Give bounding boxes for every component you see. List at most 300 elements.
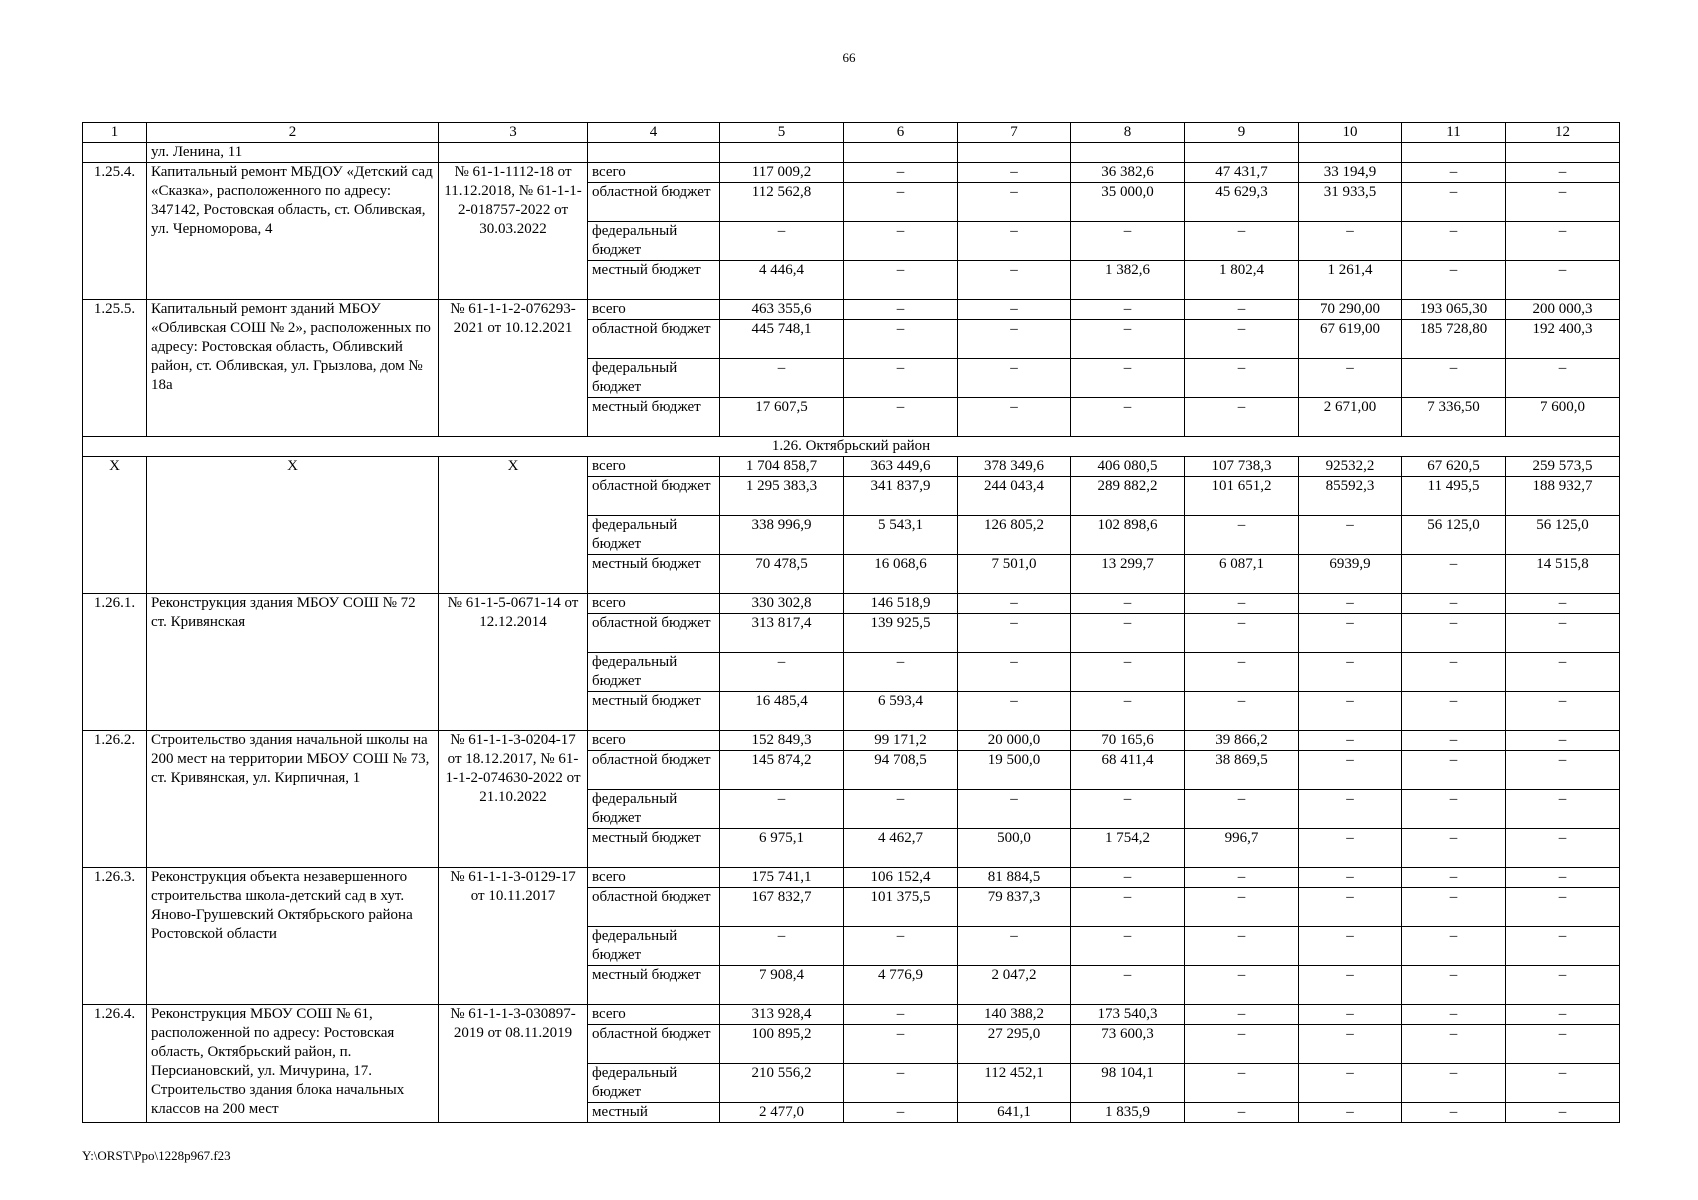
amount-cell: –	[1506, 163, 1620, 183]
table-row	[83, 868, 1620, 888]
table-row	[83, 163, 1620, 183]
amount-cell: 193 065,30	[1402, 300, 1506, 320]
amount-cell: 244 043,4	[958, 477, 1071, 516]
amount-cell: –	[844, 320, 958, 359]
amount-cell: 101 375,5	[844, 888, 958, 927]
amount-cell: –	[720, 359, 844, 398]
amount-cell: –	[844, 300, 958, 320]
amount-cell: –	[720, 927, 844, 966]
cell-empty	[1299, 143, 1402, 163]
budget-source-label: всего	[588, 731, 720, 751]
amount-cell: –	[1299, 888, 1402, 927]
amount-cell: –	[1185, 1025, 1299, 1064]
amount-cell: –	[1185, 300, 1299, 320]
amount-cell: –	[958, 692, 1071, 731]
amount-cell: –	[1402, 359, 1506, 398]
amount-cell: –	[1402, 868, 1506, 888]
amount-cell: 102 898,6	[1071, 516, 1185, 555]
budget-source-label: местный бюджет	[588, 966, 720, 1005]
amount-cell: 259 573,5	[1506, 457, 1620, 477]
amount-cell: –	[958, 222, 1071, 261]
amount-cell: –	[1299, 222, 1402, 261]
amount-cell: 6939,9	[1299, 555, 1402, 594]
amount-cell: 70 165,6	[1071, 731, 1185, 751]
amount-cell: 45 629,3	[1185, 183, 1299, 222]
amount-cell: –	[844, 1103, 958, 1123]
amount-cell: –	[844, 790, 958, 829]
amount-cell: –	[1071, 398, 1185, 437]
amount-cell: –	[844, 222, 958, 261]
amount-cell: 19 500,0	[958, 751, 1071, 790]
amount-cell: –	[1402, 731, 1506, 751]
amount-cell: –	[1506, 222, 1620, 261]
budget-source-label: федеральный бюджет	[588, 1064, 720, 1103]
amount-cell: 56 125,0	[1402, 516, 1506, 555]
amount-cell: –	[1299, 1025, 1402, 1064]
table-row	[83, 457, 1620, 477]
amount-cell: 14 515,8	[1506, 555, 1620, 594]
amount-cell: –	[1402, 888, 1506, 927]
amount-cell: –	[1299, 614, 1402, 653]
amount-cell: –	[844, 1064, 958, 1103]
amount-cell: 996,7	[1185, 829, 1299, 868]
amount-cell: –	[844, 1005, 958, 1025]
amount-cell: 94 708,5	[844, 751, 958, 790]
amount-cell: 378 349,6	[958, 457, 1071, 477]
amount-cell: –	[1299, 1005, 1402, 1025]
amount-cell: 167 832,7	[720, 888, 844, 927]
budget-source-label: всего	[588, 1005, 720, 1025]
amount-cell: 31 933,5	[1299, 183, 1402, 222]
amount-cell: –	[1402, 555, 1506, 594]
header-cell: 8	[1071, 123, 1185, 143]
cell-empty	[844, 143, 958, 163]
amount-cell: –	[1506, 692, 1620, 731]
header-cell: 7	[958, 123, 1071, 143]
amount-cell: 175 741,1	[720, 868, 844, 888]
amount-cell: –	[1185, 966, 1299, 1005]
amount-cell: –	[1299, 692, 1402, 731]
amount-cell: 13 299,7	[1071, 555, 1185, 594]
item-name: Реконструкция здания МБОУ СОШ № 72 ст. Кривянская	[147, 594, 439, 731]
amount-cell: –	[1506, 1005, 1620, 1025]
amount-cell: 2 477,0	[720, 1103, 844, 1123]
amount-cell: –	[1299, 359, 1402, 398]
budget-source-label: местный бюджет	[588, 555, 720, 594]
amount-cell: –	[1506, 1103, 1620, 1123]
amount-cell: –	[1185, 222, 1299, 261]
amount-cell: 330 302,8	[720, 594, 844, 614]
amount-cell: 192 400,3	[1506, 320, 1620, 359]
budget-source-label: федеральный бюджет	[588, 222, 720, 261]
amount-cell: –	[1402, 163, 1506, 183]
budget-source-label: всего	[588, 868, 720, 888]
amount-cell: 38 869,5	[1185, 751, 1299, 790]
amount-cell: –	[1506, 868, 1620, 888]
amount-cell: –	[958, 163, 1071, 183]
amount-cell: 33 194,9	[1299, 163, 1402, 183]
amount-cell: –	[1402, 692, 1506, 731]
amount-cell: –	[720, 222, 844, 261]
amount-cell: –	[844, 261, 958, 300]
amount-cell: –	[1185, 653, 1299, 692]
budget-source-label: местный бюджет	[588, 398, 720, 437]
amount-cell: 20 000,0	[958, 731, 1071, 751]
amount-cell: –	[1402, 927, 1506, 966]
amount-cell: 73 600,3	[1071, 1025, 1185, 1064]
amount-cell: 185 728,80	[1402, 320, 1506, 359]
amount-cell: –	[1402, 829, 1506, 868]
amount-cell: –	[958, 359, 1071, 398]
amount-cell: –	[1071, 790, 1185, 829]
amount-cell: –	[1299, 927, 1402, 966]
cell-empty	[1185, 143, 1299, 163]
amount-cell: –	[1299, 966, 1402, 1005]
amount-cell: 4 776,9	[844, 966, 958, 1005]
amount-cell: –	[1299, 1064, 1402, 1103]
amount-cell: –	[1506, 927, 1620, 966]
header-cell: 5	[720, 123, 844, 143]
amount-cell: 463 355,6	[720, 300, 844, 320]
amount-cell: 1 754,2	[1071, 829, 1185, 868]
amount-cell: –	[958, 790, 1071, 829]
amount-cell: –	[1299, 790, 1402, 829]
amount-cell: 107 738,3	[1185, 457, 1299, 477]
budget-source-label: областной бюджет	[588, 751, 720, 790]
amount-cell: 338 996,9	[720, 516, 844, 555]
item-name: Х	[147, 457, 439, 594]
item-name: Капитальный ремонт МБДОУ «Детский сад «Сказка», расположенного по адресу: 347142, Ростовская область, ст. Обливская, ул. Черноморова, 4	[147, 163, 439, 300]
budget-source-label: областной бюджет	[588, 477, 720, 516]
header-cell: 11	[1402, 123, 1506, 143]
amount-cell: –	[1185, 927, 1299, 966]
header-cell: 1	[83, 123, 147, 143]
amount-cell: –	[1299, 594, 1402, 614]
amount-cell: 99 171,2	[844, 731, 958, 751]
section-title: 1.26. Октябрьский район	[83, 437, 1620, 457]
amount-cell: 70 290,00	[1299, 300, 1402, 320]
amount-cell: –	[844, 398, 958, 437]
cell-empty	[1506, 143, 1620, 163]
amount-cell: 67 620,5	[1402, 457, 1506, 477]
budget-source-label: всего	[588, 457, 720, 477]
amount-cell: 1 295 383,3	[720, 477, 844, 516]
amount-cell: 126 805,2	[958, 516, 1071, 555]
amount-cell: –	[1402, 183, 1506, 222]
amount-cell: –	[844, 163, 958, 183]
amount-cell: –	[844, 927, 958, 966]
amount-cell: –	[1506, 888, 1620, 927]
amount-cell: 17 607,5	[720, 398, 844, 437]
amount-cell: –	[720, 653, 844, 692]
budget-source-label: областной бюджет	[588, 1025, 720, 1064]
amount-cell: 363 449,6	[844, 457, 958, 477]
item-name: Реконструкция МБОУ СОШ № 61, расположенной по адресу: Ростовская область, Октябрьский район, п. Персиановский, ул. Мичурина, 17. Строительство здания блока начальных классов на 200 мест	[147, 1005, 439, 1123]
amount-cell: 36 382,6	[1071, 163, 1185, 183]
amount-cell: –	[1185, 868, 1299, 888]
continuation-row	[83, 143, 1620, 163]
amount-cell: 27 295,0	[958, 1025, 1071, 1064]
amount-cell: –	[1071, 614, 1185, 653]
amount-cell: –	[1402, 261, 1506, 300]
amount-cell: 341 837,9	[844, 477, 958, 516]
cell-empty	[1402, 143, 1506, 163]
budget-source-label: областной бюджет	[588, 320, 720, 359]
amount-cell: –	[958, 927, 1071, 966]
amount-cell: –	[1402, 222, 1506, 261]
amount-cell: –	[1506, 751, 1620, 790]
item-document: № 61-1-1-3-030897-2019 от 08.11.2019	[439, 1005, 588, 1123]
amount-cell: –	[1071, 966, 1185, 1005]
amount-cell: 112 562,8	[720, 183, 844, 222]
amount-cell: –	[1506, 653, 1620, 692]
amount-cell: 47 431,7	[1185, 163, 1299, 183]
amount-cell: 7 336,50	[1402, 398, 1506, 437]
amount-cell: –	[1299, 516, 1402, 555]
header-cell: 6	[844, 123, 958, 143]
cell-empty	[958, 143, 1071, 163]
amount-cell: 4 446,4	[720, 261, 844, 300]
amount-cell: 641,1	[958, 1103, 1071, 1123]
amount-cell: –	[1185, 1103, 1299, 1123]
budget-table	[82, 122, 1620, 1123]
item-number: 1.26.4.	[83, 1005, 147, 1123]
amount-cell: –	[1185, 1005, 1299, 1025]
amount-cell: –	[1402, 1064, 1506, 1103]
budget-source-label: федеральный бюджет	[588, 790, 720, 829]
amount-cell: –	[1402, 653, 1506, 692]
item-number: 1.26.2.	[83, 731, 147, 868]
amount-cell: 16 485,4	[720, 692, 844, 731]
item-name: Строительство здания начальной школы на 200 мест на территории МБОУ СОШ № 73, ст. Кривянская, ул. Кирпичная, 1	[147, 731, 439, 868]
header-cell: 10	[1299, 123, 1402, 143]
amount-cell: –	[1506, 261, 1620, 300]
amount-cell: 5 543,1	[844, 516, 958, 555]
amount-cell: 81 884,5	[958, 868, 1071, 888]
amount-cell: 210 556,2	[720, 1064, 844, 1103]
table-row	[83, 1005, 1620, 1025]
amount-cell: –	[1506, 790, 1620, 829]
amount-cell: 1 835,9	[1071, 1103, 1185, 1123]
amount-cell: 1 382,6	[1071, 261, 1185, 300]
footer-file-path: Y:\ORST\Ppo\1228p967.f23	[82, 1148, 231, 1163]
amount-cell: 146 518,9	[844, 594, 958, 614]
budget-source-label: областной бюджет	[588, 183, 720, 222]
amount-cell: –	[958, 614, 1071, 653]
amount-cell: –	[1071, 300, 1185, 320]
amount-cell: 101 651,2	[1185, 477, 1299, 516]
item-document: № 61-1-1-3-0129-17 от 10.11.2017	[439, 868, 588, 1005]
item-document: № 61-1-1-3-0204-17 от 18.12.2017, № 61-1-1-2-074630-2022 от 21.10.2022	[439, 731, 588, 868]
amount-cell: –	[958, 300, 1071, 320]
amount-cell: –	[844, 1025, 958, 1064]
amount-cell: –	[1506, 731, 1620, 751]
header-cell: 3	[439, 123, 588, 143]
header-cell: 9	[1185, 123, 1299, 143]
cell-empty	[720, 143, 844, 163]
amount-cell: –	[1185, 320, 1299, 359]
header-cell: 12	[1506, 123, 1620, 143]
amount-cell: 70 478,5	[720, 555, 844, 594]
amount-cell: –	[1402, 614, 1506, 653]
amount-cell: 2 047,2	[958, 966, 1071, 1005]
amount-cell: 2 671,00	[1299, 398, 1402, 437]
item-document: Х	[439, 457, 588, 594]
amount-cell: –	[1071, 320, 1185, 359]
amount-cell: 117 009,2	[720, 163, 844, 183]
cell-empty	[83, 143, 147, 163]
table-row	[83, 594, 1620, 614]
table-body	[83, 123, 1620, 1123]
amount-cell: –	[1506, 359, 1620, 398]
amount-cell: 445 748,1	[720, 320, 844, 359]
amount-cell: –	[1185, 692, 1299, 731]
amount-cell: 200 000,3	[1506, 300, 1620, 320]
amount-cell: 68 411,4	[1071, 751, 1185, 790]
amount-cell: –	[1071, 222, 1185, 261]
amount-cell: –	[1506, 594, 1620, 614]
amount-cell: –	[1071, 888, 1185, 927]
amount-cell: 6 975,1	[720, 829, 844, 868]
amount-cell: 4 462,7	[844, 829, 958, 868]
budget-source-label: федеральный бюджет	[588, 927, 720, 966]
header-cell: 2	[147, 123, 439, 143]
amount-cell: 106 152,4	[844, 868, 958, 888]
table-row	[83, 300, 1620, 320]
amount-cell: –	[1185, 398, 1299, 437]
amount-cell: –	[1506, 1064, 1620, 1103]
budget-source-label: федеральный бюджет	[588, 359, 720, 398]
amount-cell: –	[958, 594, 1071, 614]
item-document: № 61-1-5-0671-14 от 12.12.2014	[439, 594, 588, 731]
section-row	[83, 437, 1620, 457]
item-document: № 61-1-1112-18 от 11.12.2018, № 61-1-1-2-018757-2022 от 30.03.2022	[439, 163, 588, 300]
amount-cell: –	[958, 320, 1071, 359]
amount-cell: –	[1506, 966, 1620, 1005]
amount-cell: 16 068,6	[844, 555, 958, 594]
item-number: 1.25.5.	[83, 300, 147, 437]
table-row	[83, 731, 1620, 751]
page-number: 66	[842, 50, 856, 65]
amount-cell: 313 817,4	[720, 614, 844, 653]
budget-source-label: местный бюджет	[588, 692, 720, 731]
amount-cell: –	[1071, 692, 1185, 731]
amount-cell: –	[720, 790, 844, 829]
amount-cell: 289 882,2	[1071, 477, 1185, 516]
budget-source-label: всего	[588, 594, 720, 614]
amount-cell: 500,0	[958, 829, 1071, 868]
amount-cell: –	[1299, 1103, 1402, 1123]
amount-cell: –	[958, 398, 1071, 437]
amount-cell: –	[958, 261, 1071, 300]
item-number: Х	[83, 457, 147, 594]
amount-cell: –	[1185, 359, 1299, 398]
amount-cell: –	[844, 183, 958, 222]
amount-cell: 139 925,5	[844, 614, 958, 653]
amount-cell: –	[1071, 594, 1185, 614]
amount-cell: 406 080,5	[1071, 457, 1185, 477]
amount-cell: –	[1185, 516, 1299, 555]
amount-cell: 1 704 858,7	[720, 457, 844, 477]
amount-cell: 7 501,0	[958, 555, 1071, 594]
amount-cell: –	[1506, 614, 1620, 653]
item-number: 1.25.4.	[83, 163, 147, 300]
amount-cell: –	[1071, 653, 1185, 692]
amount-cell: –	[1506, 183, 1620, 222]
amount-cell: 56 125,0	[1506, 516, 1620, 555]
amount-cell: 79 837,3	[958, 888, 1071, 927]
cell-empty	[588, 143, 720, 163]
amount-cell: 100 895,2	[720, 1025, 844, 1064]
amount-cell: –	[1299, 829, 1402, 868]
amount-cell: –	[1402, 1103, 1506, 1123]
amount-cell: –	[1299, 653, 1402, 692]
amount-cell: –	[1402, 790, 1506, 829]
amount-cell: 173 540,3	[1071, 1005, 1185, 1025]
budget-source-label: федеральный бюджет	[588, 516, 720, 555]
amount-cell: –	[958, 183, 1071, 222]
amount-cell: 313 928,4	[720, 1005, 844, 1025]
budget-source-label: областной бюджет	[588, 614, 720, 653]
amount-cell: –	[1299, 868, 1402, 888]
amount-cell: 98 104,1	[1071, 1064, 1185, 1103]
amount-cell: –	[1071, 868, 1185, 888]
budget-source-label: местный бюджет	[588, 829, 720, 868]
amount-cell: –	[1299, 731, 1402, 751]
amount-cell: –	[1185, 1064, 1299, 1103]
amount-cell: –	[1402, 751, 1506, 790]
budget-source-label: областной бюджет	[588, 888, 720, 927]
budget-source-label: местный	[588, 1103, 720, 1123]
budget-source-label: федеральный бюджет	[588, 653, 720, 692]
amount-cell: 39 866,2	[1185, 731, 1299, 751]
amount-cell: 35 000,0	[1071, 183, 1185, 222]
budget-source-label: всего	[588, 163, 720, 183]
amount-cell: 92532,2	[1299, 457, 1402, 477]
amount-cell: 67 619,00	[1299, 320, 1402, 359]
amount-cell: –	[844, 359, 958, 398]
amount-cell: 1 802,4	[1185, 261, 1299, 300]
header-cell: 4	[588, 123, 720, 143]
amount-cell: 6 087,1	[1185, 555, 1299, 594]
amount-cell: 11 495,5	[1402, 477, 1506, 516]
item-name: Реконструкция объекта незавершенного строительства школа-детский сад в хут. Яново-Грушевский Октябрьского района Ростовской области	[147, 868, 439, 1005]
amount-cell: –	[1506, 1025, 1620, 1064]
amount-cell: 6 593,4	[844, 692, 958, 731]
amount-cell: 188 932,7	[1506, 477, 1620, 516]
cell-empty	[439, 143, 588, 163]
amount-cell: 152 849,3	[720, 731, 844, 751]
budget-source-label: всего	[588, 300, 720, 320]
amount-cell: –	[1402, 1025, 1506, 1064]
amount-cell: –	[1402, 966, 1506, 1005]
item-document: № 61-1-1-2-076293-2021 от 10.12.2021	[439, 300, 588, 437]
amount-cell: 85592,3	[1299, 477, 1402, 516]
amount-cell: –	[1071, 927, 1185, 966]
amount-cell: 112 452,1	[958, 1064, 1071, 1103]
amount-cell: –	[1402, 1005, 1506, 1025]
amount-cell: –	[1071, 359, 1185, 398]
amount-cell: –	[1185, 790, 1299, 829]
header-row	[83, 123, 1620, 143]
amount-cell: 1 261,4	[1299, 261, 1402, 300]
amount-cell: –	[1185, 594, 1299, 614]
budget-source-label: местный бюджет	[588, 261, 720, 300]
amount-cell: –	[1506, 829, 1620, 868]
amount-cell: 145 874,2	[720, 751, 844, 790]
item-number: 1.26.1.	[83, 594, 147, 731]
amount-cell: –	[1185, 614, 1299, 653]
